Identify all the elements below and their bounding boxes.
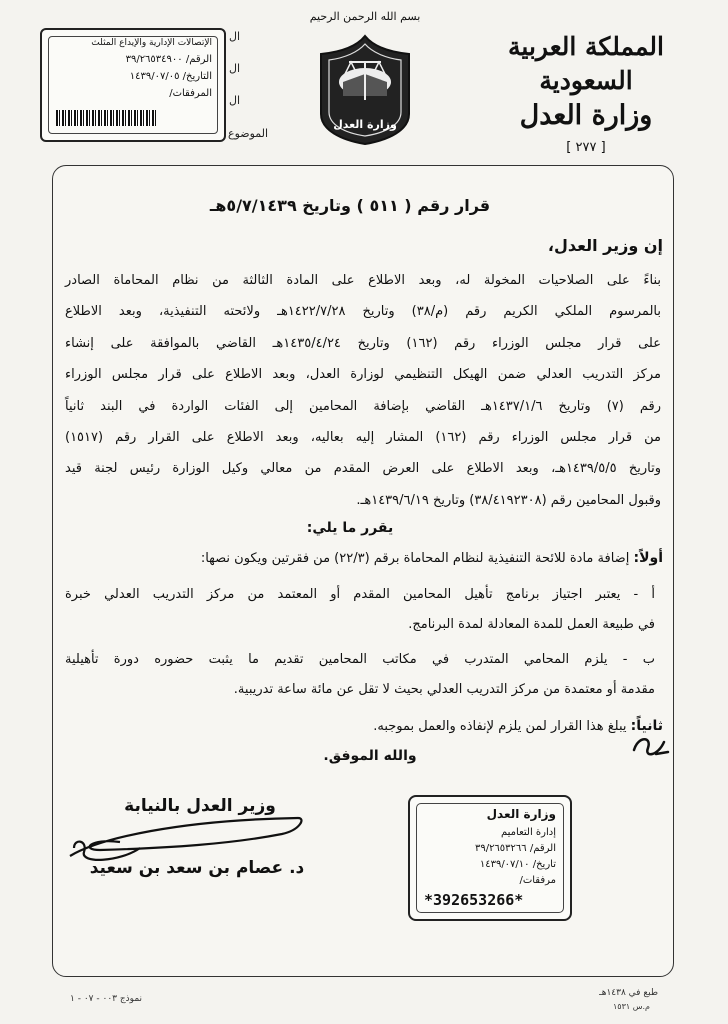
stamp-date: التاريخ/ ١٤٣٩/٠٧/٠٥ xyxy=(129,71,212,82)
clause-second-label: ثانياً: xyxy=(630,718,663,734)
clause-b xyxy=(65,645,655,705)
clause-second-text: يبلغ هذا القرار لمن يلزم لإنفاذه والعمل بموجبه. xyxy=(373,719,627,734)
print-year: طبع في ١٤٣٨هـ xyxy=(599,988,658,998)
ref-label-1: ال xyxy=(229,30,241,43)
circulars-stamp xyxy=(408,795,572,921)
preamble-line: بالمرسوم الملكي الكريم رقم (م/٣٨) وتاريخ ١٤٢٢/٧/٢٨هـ ولائحته التنفيذية، وبعد الاطلاع xyxy=(65,304,661,320)
stamp2-attachments: مرفقات/ xyxy=(519,875,556,886)
clause-first-label: أولاً: xyxy=(633,550,663,566)
clause-a-line: في طبيعة العمل للمدة المعادلة لمدة البرنامج. xyxy=(408,617,655,632)
document-number: [ ٢٧٧ ] xyxy=(566,140,606,155)
clause-b-line: ب - يلزم المحامي المتدرب في مكاتب المحامين تقديم ما يثبت حضوره دورة تأهيلية xyxy=(65,652,655,667)
signatory-name: د. عصام بن سعد بن سعيد xyxy=(89,858,305,878)
clause-first-text: إضافة مادة للائحة التنفيذية لنظام المحاماة برقم (٢٢/٣) من فقرتين ويكون نصها: xyxy=(200,551,630,566)
emblem-caption: وزارة العدل xyxy=(333,118,397,131)
stamp2-date: تاريخ/ ١٤٣٩/٠٧/١٠ xyxy=(479,859,556,870)
basmala: بسم الله الرحمن الرحيم xyxy=(309,10,421,23)
stamp2-dept: إدارة التعاميم xyxy=(501,827,556,838)
preamble-line: بناءً على الصلاحيات المخولة له، وبعد الاطلاع على المادة الثالثة من نظام المحاماة الصادر xyxy=(65,273,661,288)
preamble-line: وقبول المحامين رقم (٣٨/٤١٩٢٣٠٨) وتاريخ ١٤٣٩/٦/١٩هـ. xyxy=(356,492,661,508)
clause-a-line: أ - يعتبر اجتياز برنامج تأهيل المحامين المقدم أو المعتمد من مركز التدريب العدلي خبرة xyxy=(65,587,655,602)
signatory-title: وزير العدل بالنيابة xyxy=(124,796,276,816)
decision-title: قرار رقم ( ٥١١ ) وتاريخ ٥/٧/١٤٣٩هـ xyxy=(209,196,491,215)
ministry-emblem xyxy=(313,34,417,146)
preamble-line: وتاريخ ١٤٣٩/٥/٥هـ، وبعد الاطلاع على العرض المقدم من معالي وكيل الوزارة رئيس لجنة قيد xyxy=(65,461,661,477)
decides-heading: يقرر ما يلي: xyxy=(306,520,394,536)
preamble-line: من قرار مجلس الوزراء رقم (١٦٢) المشار إليه بعاليه، وبعد الاطلاع على القرار رقم (١٥١٧) xyxy=(65,430,661,446)
ref-label-2: ال xyxy=(229,62,241,75)
preamble-line: رقم (٧) وتاريخ ١٤٣٧/١/٦هـ القاضي بإضافة المحامين إلى الفئات الواردة في البند ثانياً xyxy=(65,398,662,414)
preamble-line: مركز التدريب العدلي ضمن الهيكل التنظيمي لوزارة العدل، وبعد الاطلاع على قرار مجلس الوزراء xyxy=(65,367,661,383)
clause-b-line: مقدمة أو معتمدة من مركز التدريب العدلي بحيث لا تقل عن مائة ساعة تدريبية. xyxy=(233,682,655,697)
stamp2-header: وزارة العدل xyxy=(486,807,556,821)
preamble-paragraph xyxy=(65,265,661,516)
stamp2-barcode-text: *392653266* xyxy=(424,891,524,909)
stamp-line-1: الإتصالات الإدارية والإيداع المثلث xyxy=(91,38,212,48)
subject-label: الموضوع xyxy=(228,127,269,140)
initials-mark xyxy=(628,732,672,766)
clause-first xyxy=(201,550,663,566)
incoming-stamp xyxy=(40,28,226,142)
stamp-barcode xyxy=(56,110,156,126)
print-code: م.س ١٥٣١ xyxy=(613,1002,650,1011)
form-number: نموذج ٠٠٣ - ٠٧ - ١ xyxy=(70,994,143,1004)
clause-second xyxy=(373,718,663,734)
stamp-attachments: المرفقات/ xyxy=(169,88,212,99)
ministry-header xyxy=(466,30,706,155)
preamble-line: على قرار مجلس الوزراء رقم (١٦٢) وتاريخ ١٤٣٥/٤/٢٤هـ القاضي بالموافقة على إنشاء xyxy=(65,335,661,351)
stamp-number: الرقم/ ٣٩/٢٦٥٣٤٩٠٠ xyxy=(125,54,212,65)
closing-text: والله الموفق. xyxy=(323,748,417,764)
minister-heading: إن وزير العدل، xyxy=(547,236,663,255)
ref-label-3: ال xyxy=(229,94,241,107)
ministry-name: وزارة العدل xyxy=(519,100,653,131)
kingdom-name: المملكة العربية السعودية xyxy=(508,32,664,95)
clause-a xyxy=(65,580,655,640)
stamp2-number: الرقم/ ٣٩/٢٦٥٣٢٦٦ xyxy=(474,843,556,854)
